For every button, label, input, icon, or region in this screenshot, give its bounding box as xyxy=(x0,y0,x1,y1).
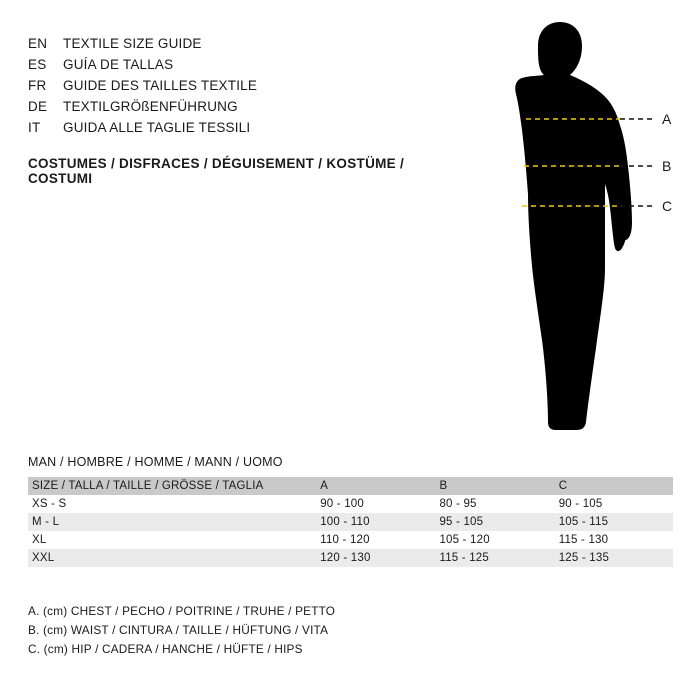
language-row-it xyxy=(28,117,458,138)
size-table-block xyxy=(28,455,673,567)
table-header-row xyxy=(28,477,673,495)
marker-label-a: A xyxy=(662,111,672,127)
cell-a: 110 - 120 xyxy=(320,534,370,546)
header-b: B xyxy=(439,480,448,492)
language-text: TEXTILGRÖßENFÜHRUNG xyxy=(63,99,238,114)
language-header xyxy=(28,33,458,186)
cell-size: XXL xyxy=(32,552,55,564)
language-code: EN xyxy=(28,36,48,51)
cell-a: 120 - 130 xyxy=(320,552,371,564)
costumes-subtitle: COSTUMES / DISFRACES / DÉGUISEMENT / KOSTÜME / COSTUMI xyxy=(28,156,405,186)
language-code: DE xyxy=(28,99,48,114)
cell-c: 105 - 115 xyxy=(558,516,609,528)
language-text: TEXTILE SIZE GUIDE xyxy=(63,36,202,51)
table-row xyxy=(28,549,673,567)
language-row-de xyxy=(28,96,458,117)
language-row-es xyxy=(28,54,458,75)
cell-c: 115 - 130 xyxy=(558,534,609,546)
size-table-body xyxy=(28,495,673,567)
table-caption: MAN / HOMBRE / HOMME / MANN / UOMO xyxy=(28,455,283,469)
cell-size: XL xyxy=(32,534,47,546)
cell-b: 95 - 105 xyxy=(439,516,484,528)
language-code: IT xyxy=(28,120,41,135)
language-row-en xyxy=(28,33,458,54)
measurement-legend xyxy=(28,602,335,659)
measurement-figure xyxy=(470,18,680,438)
table-row xyxy=(28,531,673,549)
marker-label-b: B xyxy=(662,158,672,174)
language-text: GUIDE DES TAILLES TEXTILE xyxy=(63,78,258,93)
table-row xyxy=(28,495,673,513)
language-code: ES xyxy=(28,57,47,72)
marker-label-c: C xyxy=(662,198,673,214)
header-c: C xyxy=(558,480,568,492)
size-table-head xyxy=(28,477,673,495)
language-text: GUÍA DE TALLAS xyxy=(63,57,174,72)
cell-size: XS - S xyxy=(32,498,67,510)
language-text: GUIDA ALLE TAGLIE TESSILI xyxy=(63,120,251,135)
cell-c: 125 - 135 xyxy=(558,552,610,564)
language-code: FR xyxy=(28,78,47,93)
legend-line-c: C. (cm) HIP / CADERA / HANCHE / HÜFTE / HIPS xyxy=(28,642,303,656)
table-row xyxy=(28,513,673,531)
cell-b: 80 - 95 xyxy=(439,498,477,510)
header-a: A xyxy=(320,480,329,492)
cell-b: 105 - 120 xyxy=(439,534,490,546)
male-silhouette-icon xyxy=(515,22,632,430)
legend-line-a: A. (cm) CHEST / PECHO / POITRINE / TRUHE / PETTO xyxy=(28,604,336,618)
legend-line-b: B. (cm) WAIST / CINTURA / TAILLE / HÜFTUNG / VITA xyxy=(28,623,329,637)
cell-b: 115 - 125 xyxy=(439,552,489,564)
header-size: SIZE / TALLA / TAILLE / GRÖSSE / TAGLIA xyxy=(32,480,264,492)
cell-a: 100 - 110 xyxy=(320,516,370,528)
cell-size: M - L xyxy=(32,516,60,528)
size-table xyxy=(28,477,673,567)
language-row-fr xyxy=(28,75,458,96)
cell-a: 90 - 100 xyxy=(320,498,365,510)
cell-c: 90 - 105 xyxy=(558,498,603,510)
